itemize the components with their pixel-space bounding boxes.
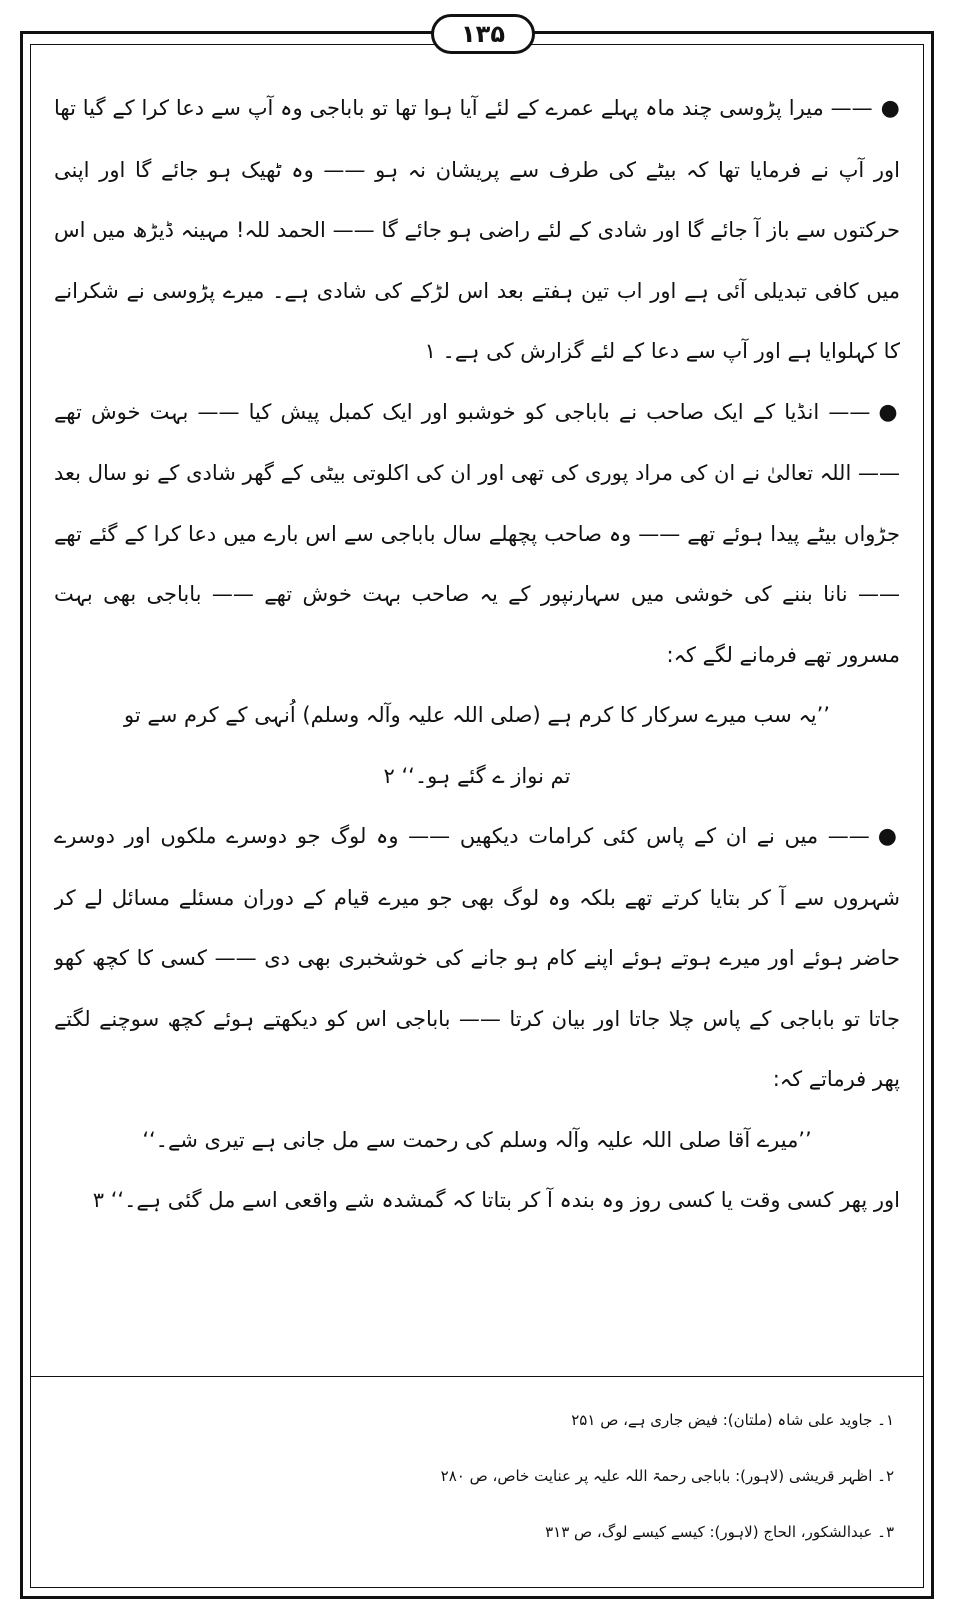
- footnote-1: ۱۔ جاوید علی شاہ (ملتان): فیض جاری ہے، ص ۲۵۱: [571, 1411, 894, 1429]
- entry-paragraph-1: ● —— میرا پڑوسی چند ماہ پہلے عمرے کے لئے آیا ہوا تھا تو باباجی وہ آپ سے دعا کرا کے گیا تھا اور آپ نے فرمایا تھا کہ بیٹے کی طرف سے پریشان نہ ہو —— وہ ٹھیک ہو جائے گا اور اپنی حرکتوں سے باز آ جائے گا اور شادی کے لئے راضی ہو جائے گا —— الحمد للہ! مہینہ ڈیڑھ میں اس میں کافی تبدیلی آئی ہے اور اب تین ہفتے بعد اس لڑکے کی شادی ہے۔ میرے پڑوسی نے شکرانے کا کہلوایا ہے اور آپ سے دعا کے لئے گزارش کی ہے۔ ۱: [54, 78, 900, 382]
- footnotes: [54, 1392, 894, 1560]
- entry-quote-2: ’’یہ سب میرے سرکار کا کرم ہے (صلی اللہ علیہ وآلہ وسلم) اُنہی کے کرم سے تو تم نواز ے گئے ہو۔‘‘ ۲: [124, 703, 830, 788]
- footnote-2: ۲۔ اظہر قریشی (لاہور): باباجی رحمۃ اللہ علیہ پر عنایت خاص، ص ۲۸۰: [440, 1467, 894, 1485]
- page-number: ۱۳۵: [431, 14, 535, 54]
- entry-paragraph-3: ● —— میں نے ان کے پاس کئی کرامات دیکھیں —— وہ لوگ جو دوسرے ملکوں اور دوسرے شہروں سے آ کر بتایا کرتے تھے بلکہ وہ لوگ بھی جو میرے قیام کے دوران مسئلے مسائل لے کر حاضر ہوئے اور میرے ہوتے ہوئے اپنے کام ہو جانے کی خوشخبری بھی دی —— کسی کا کچھ کھو جاتا تو باباجی کے پاس چلا جاتا اور بیان کرتا —— باباجی اس کو دیکھتے ہوئے کچھ سوچنے لگتے پھر فرماتے کہ:: [54, 806, 900, 1110]
- main-text: [54, 78, 900, 1368]
- footnote-3: ۳۔ عبدالشکور، الحاج (لاہور): کیسے کیسے لوگ، ص ۳۱۳: [545, 1523, 894, 1541]
- entry-closing-3: اور پھر کسی وقت یا کسی روز وہ بندہ آ کر بتاتا کہ گمشدہ شے واقعی اسے مل گئی ہے۔‘‘ ۳: [92, 1188, 900, 1212]
- footnote-separator: [30, 1376, 924, 1377]
- entry-quote-3: ’’میرے آقا صلی اللہ علیہ وآلہ وسلم کی رحمت سے مل جانی ہے تیری شے۔‘‘: [142, 1127, 812, 1152]
- entry-paragraph-2: ● —— انڈیا کے ایک صاحب نے باباجی کو خوشبو اور ایک کمبل پیش کیا —— بہت خوش تھے —— اللہ تعالیٰ نے ان کی مراد پوری کی تھی اور ان کی اکلوتی بیٹی کے گھر شادی کے نو سال بعد جڑواں بیٹے پیدا ہوئے تھے —— وہ صاحب پچھلے سال باباجی سے اس بارے میں دعا کرا کے گئے تھے —— نانا بننے کی خوشی میں سہارنپور کے یہ صاحب بہت خوش تھے —— باباجی بھی بہت مسرور تھے فرمانے لگے کہ:: [54, 382, 900, 686]
